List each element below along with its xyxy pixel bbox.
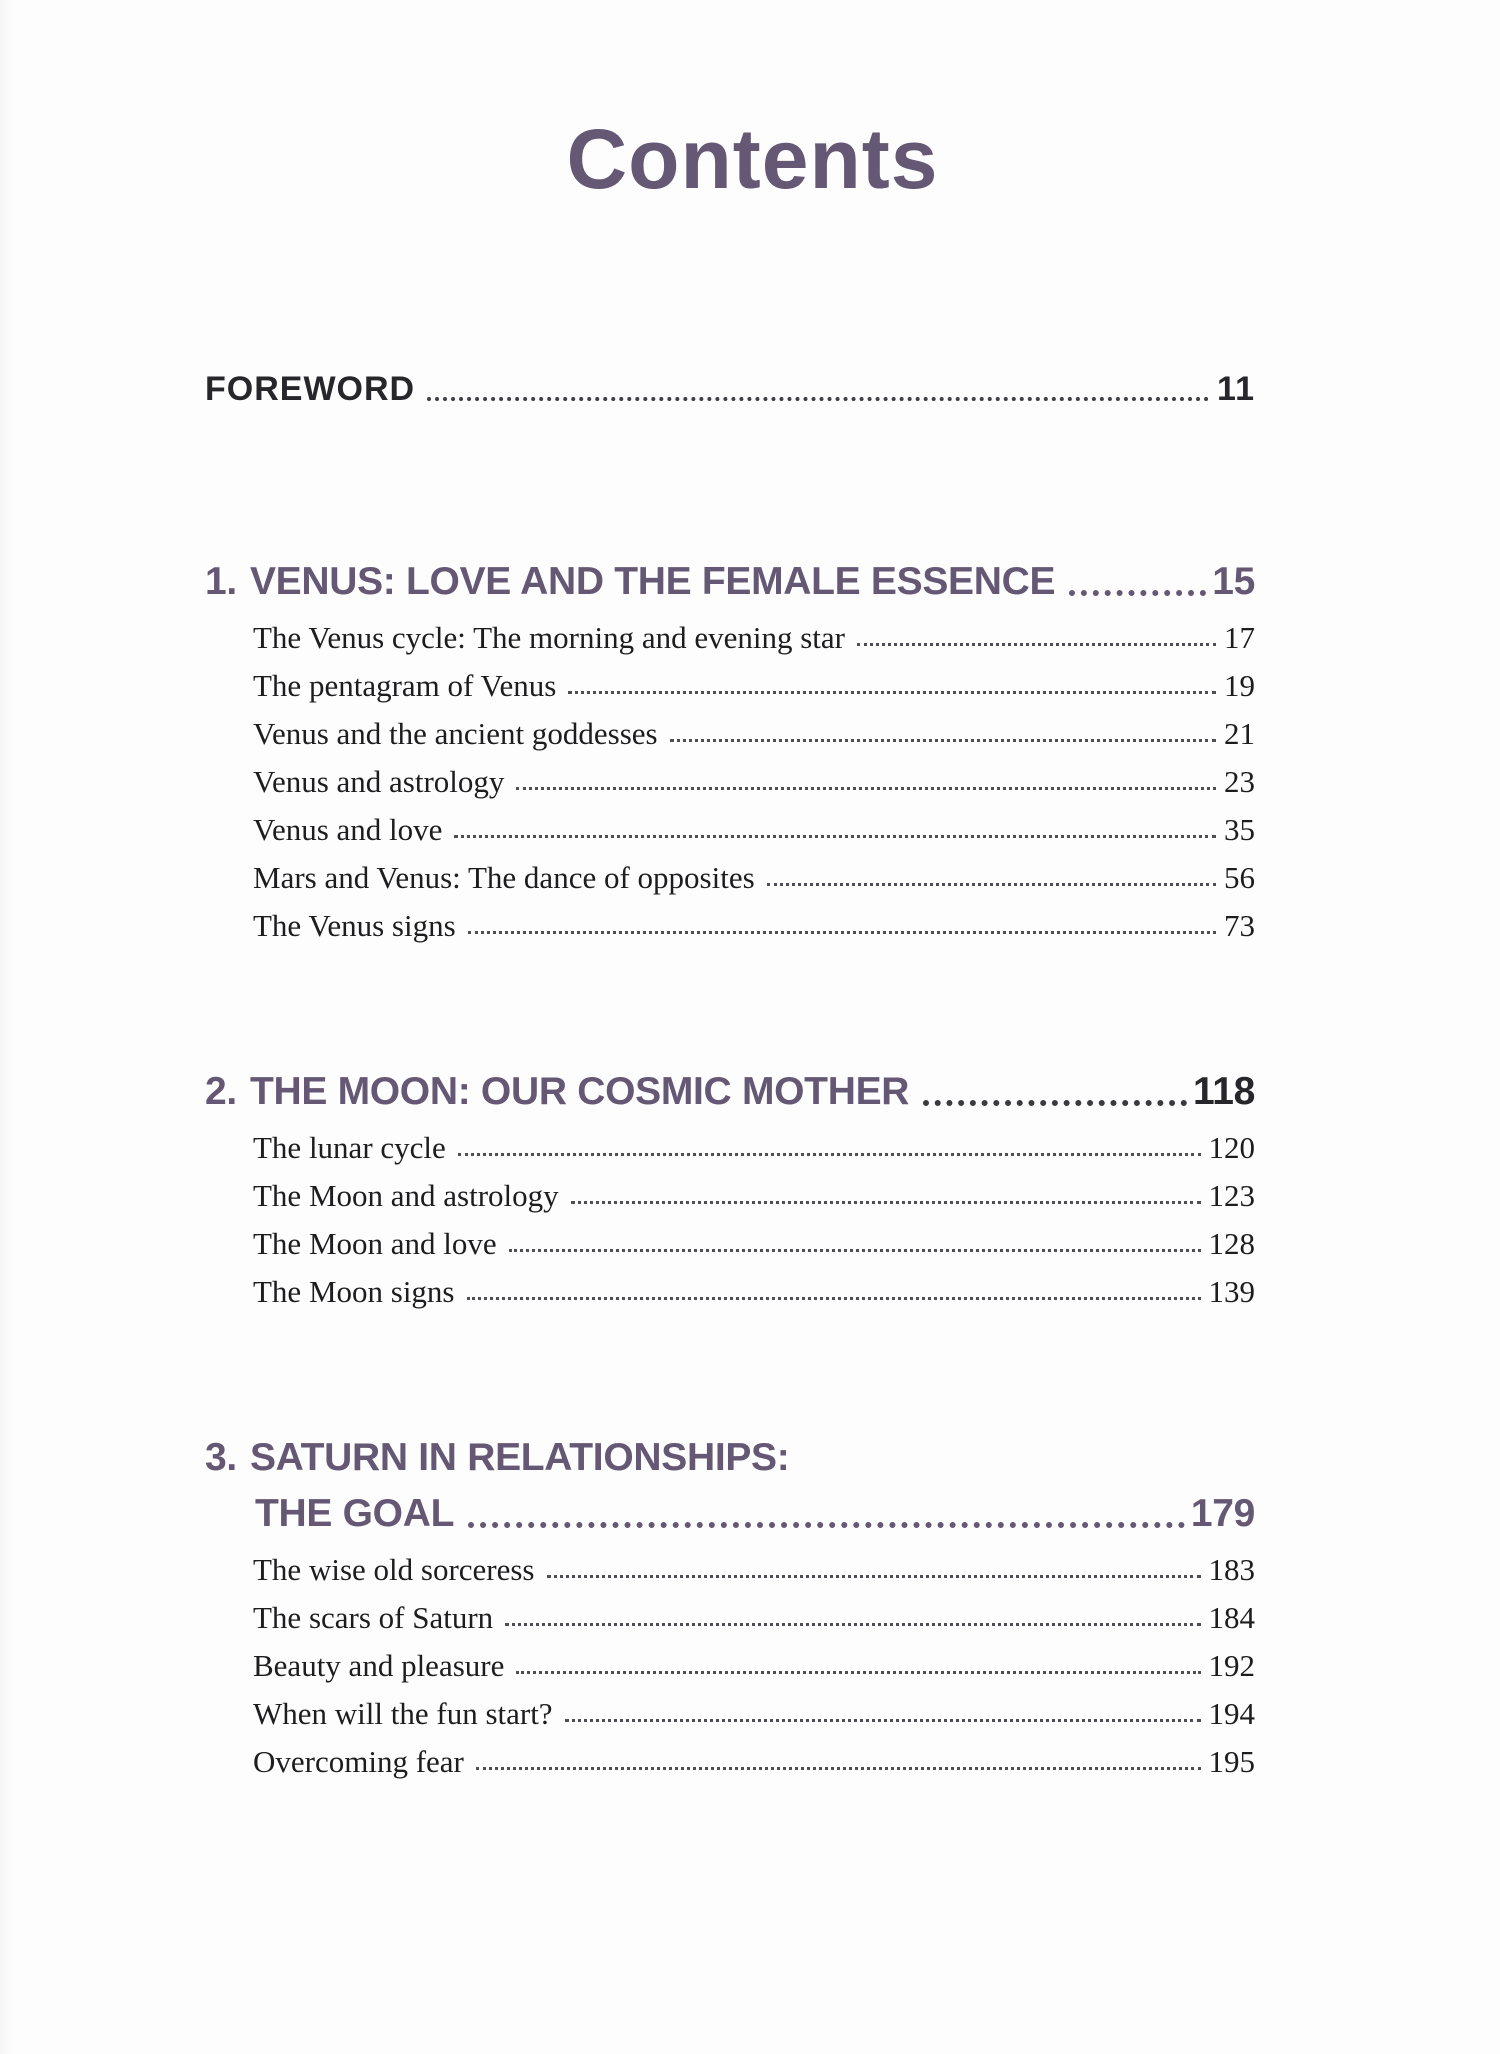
section-title: THE MOON: OUR COSMIC MOTHER [249,1070,910,1113]
toc-section [205,559,1255,941]
toc-item-row [205,1602,1255,1633]
toc-item-label: The Venus signs [253,908,456,943]
toc-item-label: Venus and the ancient goddesses [253,716,658,751]
dot-leader [476,1767,1201,1770]
dot-leader [857,643,1216,646]
section-number: 3. [205,1436,237,1479]
toc-item-page-number: 35 [1224,812,1255,847]
dot-leader [1069,590,1206,596]
toc-item-row [205,622,1255,653]
dot-leader [565,1719,1201,1722]
toc-item-row [205,718,1255,749]
scan-edge-shading [0,0,14,2054]
toc-item-page-number: 128 [1208,1226,1255,1261]
section-heading [205,1069,1255,1115]
dot-leader [547,1575,1201,1578]
toc-item-page-number: 23 [1224,764,1255,799]
dot-leader [516,787,1216,790]
dot-leader [670,739,1216,742]
section-title: THE GOAL [255,1492,455,1535]
toc-item-page-number: 19 [1224,668,1255,703]
section-heading [205,1435,1255,1481]
dot-leader [923,1100,1187,1106]
toc-item-row [205,670,1255,701]
toc-item-page-number: 192 [1208,1648,1255,1683]
section-heading [205,1491,1255,1537]
toc-sections [205,559,1255,1777]
toc-item-label: Venus and astrology [253,764,505,799]
toc-item-page-number: 120 [1208,1130,1255,1165]
toc-item-row [205,1554,1255,1585]
toc-item-row [205,1180,1255,1211]
toc-item-label: Overcoming fear [253,1744,464,1779]
section-page-number: 118 [1192,1070,1255,1113]
toc-item-label: Venus and love [253,812,443,847]
page-title: Contents [566,112,939,206]
dot-leader [505,1623,1200,1626]
toc-item-row [205,1746,1255,1777]
section-number: 1. [205,560,237,603]
section-title: SATURN IN RELATIONSHIPS: [249,1436,790,1479]
foreword-page-number: 11 [1217,370,1255,408]
toc-item-row [205,766,1255,797]
toc-item-row [205,862,1255,893]
section-heading [205,559,1255,605]
toc-item-page-number: 21 [1224,716,1255,751]
toc-item-row [205,1228,1255,1259]
dot-leader [767,883,1216,886]
toc-item-label: The Moon and astrology [253,1178,559,1213]
dot-leader [516,1671,1200,1674]
toc-item-row [205,1698,1255,1729]
toc-item-label: The Moon and love [253,1226,497,1261]
toc-item-page-number: 184 [1208,1600,1255,1635]
toc-item-page-number: 183 [1208,1552,1255,1587]
dot-leader [568,691,1216,694]
toc-item-page-number: 73 [1224,908,1255,943]
toc-item-row [205,1650,1255,1681]
toc-item-page-number: 195 [1208,1744,1255,1779]
dot-leader [571,1201,1201,1204]
dot-leader [509,1249,1201,1252]
toc-item-label: The Moon signs [253,1274,455,1309]
foreword-row [205,369,1255,409]
toc-item-label: The wise old sorceress [253,1552,535,1587]
foreword-label: FOREWORD [205,370,416,408]
toc-item-row [205,1276,1255,1307]
dot-leader [454,835,1216,838]
toc-item-label: Beauty and pleasure [253,1648,505,1683]
toc-item-page-number: 123 [1208,1178,1255,1213]
toc-item-row [205,814,1255,845]
toc-item-label: The Venus cycle: The morning and evening star [253,620,845,655]
section-page-number: 179 [1190,1492,1255,1535]
dot-leader [427,397,1209,401]
toc-item-page-number: 139 [1208,1274,1255,1309]
dot-leader [467,1297,1201,1300]
section-page-number: 15 [1212,560,1255,603]
toc-section [205,1069,1255,1307]
dot-leader [468,1522,1185,1528]
toc-item-label: The scars of Saturn [253,1600,494,1635]
dot-leader [458,1153,1201,1156]
section-number: 2. [205,1070,237,1113]
toc-item-label: Mars and Venus: The dance of opposites [253,860,755,895]
toc-item-row [205,1132,1255,1163]
toc-item-page-number: 17 [1224,620,1255,655]
dot-leader [468,931,1216,934]
toc-item-page-number: 56 [1224,860,1255,895]
toc-item-label: The lunar cycle [253,1130,446,1165]
toc-section [205,1435,1255,1777]
toc-item-label: When will the fun start? [253,1696,553,1731]
section-title: VENUS: LOVE AND THE FEMALE ESSENCE [249,560,1056,603]
toc-item-row [205,910,1255,941]
toc-item-label: The pentagram of Venus [253,668,557,703]
toc-item-page-number: 194 [1208,1696,1255,1731]
